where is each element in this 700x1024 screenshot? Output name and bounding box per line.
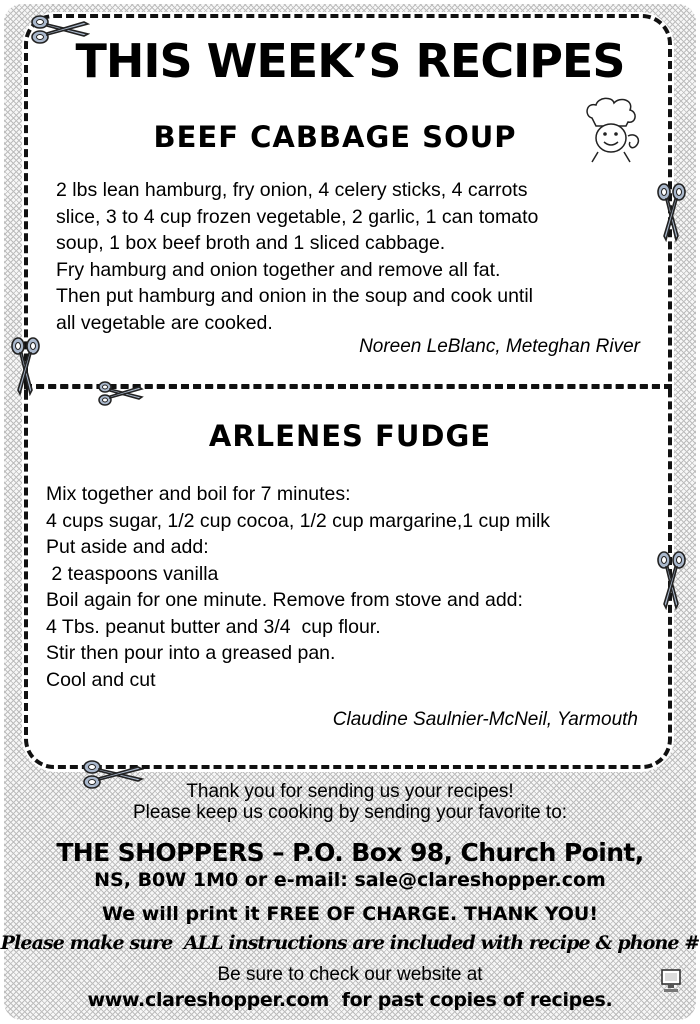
recipe-line: Cool and cut [46,668,156,691]
recipe-title: BEEF CABBAGE SOUP [153,120,517,154]
recipe-instructions [56,177,676,336]
footer-website-intro: Be sure to check our website at [217,964,483,985]
recipe-line: Mix together and boil for 7 minutes: [46,483,351,505]
recipe-instructions [46,481,686,693]
footer-address-email: NS, B0W 1M0 or e-mail: sale@clareshopper.com [94,869,606,891]
recipe-line: Then put hamburg and onion in the soup and cook until [56,285,534,307]
recipe-line: 2 teaspoons vanilla [46,562,219,585]
footer-instructions-note: Please make sure ALL instructions are included with recipe & phone # [0,932,700,954]
footer-free-note: We will print it FREE OF CHARGE. THANK YOU! [101,903,599,925]
footer-request: Please keep us cooking by sending your favorite to: [132,802,568,823]
footer-website-link[interactable]: www.clareshopper.com for past copies of recipes. [87,989,613,1011]
recipe-credit: Noreen LeBlanc, Meteghan River [359,336,640,357]
recipe-line: Fry hamburg and onion together and remove all fat. [56,258,501,281]
recipe-line: soup, 1 box beef broth and 1 sliced cabbage. [56,232,446,254]
recipe-line: Boil again for one minute. Remove from stove and add: [46,589,523,611]
page-title: THIS WEEK’S RECIPES [75,34,625,88]
scissors-icon [96,378,144,408]
recipe-line: slice, 3 to 4 cup frozen vegetable, 2 garlic, 1 can tomato [56,205,539,228]
recipe-title: ARLENES FUDGE [208,419,492,453]
footer-thanks: Thank you for sending us your recipes! [186,781,514,802]
recipe-line: all vegetable are cooked. [56,311,273,334]
scissors-icon [8,334,42,396]
recipe-line: 4 cups sugar, 1/2 cup cocoa, 1/2 cup margarine,1 cup milk [46,509,551,532]
monitor-icon [660,968,682,994]
recipe-credit: Claudine Saulnier-McNeil, Yarmouth [332,709,638,730]
recipe-line: Stir then pour into a greased pan. [46,642,336,664]
recipe-line: 2 lbs lean hamburg, fry onion, 4 celery sticks, 4 carrots [56,179,528,201]
footer-address: THE SHOPPERS – P.O. Box 98, Church Point, [56,838,644,867]
recipe-line: Put aside and add: [46,536,209,558]
recipe-line: 4 Tbs. peanut butter and 3/4 cup flour. [46,615,381,638]
